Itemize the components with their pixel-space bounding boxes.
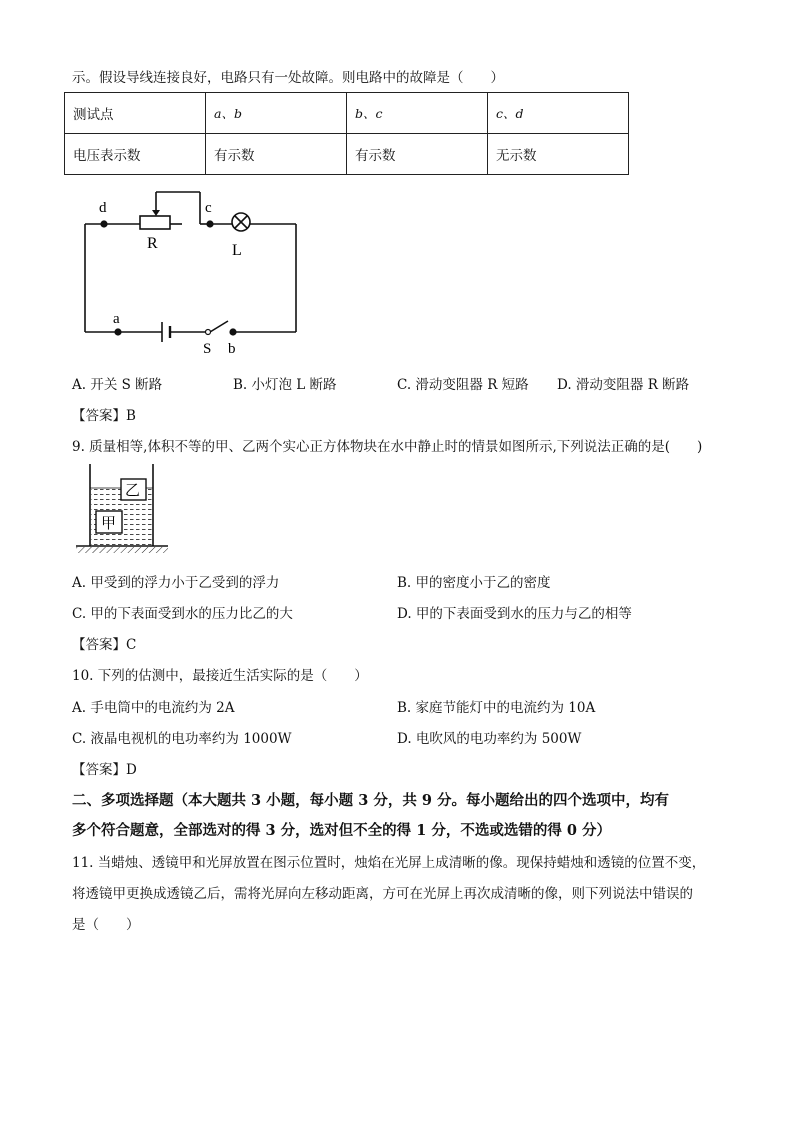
slider-arrow-icon (152, 210, 160, 216)
q8-option-a: A. 开关 S 断路 (72, 377, 163, 393)
table-cell: 无示数 (488, 134, 629, 175)
terminal-b (229, 328, 236, 335)
q9-answer: 【答案】C (72, 637, 137, 653)
q9-option-c: C. 甲的下表面受到水的压力比乙的大 (72, 606, 293, 622)
q9-option-a: A. 甲受到的浮力小于乙受到的浮力 (72, 575, 280, 591)
label-s: S (203, 341, 212, 357)
label-a: a (113, 311, 120, 327)
q8-option-d: D. 滑动变阻器 R 断路 (557, 377, 690, 393)
switch-pivot (206, 330, 211, 335)
table-row (65, 93, 629, 134)
q10-option-d: D. 电吹风的电功率约为 500W (397, 731, 582, 747)
table-cell: a、b (206, 93, 347, 134)
q10-stem: 10. 下列的估测中，最接近生活实际的是（ ） (72, 668, 368, 684)
table-cell: 有示数 (347, 134, 488, 175)
intro-line: 示。假设导线连接良好，电路只有一处故障。则电路中的故障是（ ） (72, 70, 504, 86)
q10-answer: 【答案】D (72, 762, 137, 778)
q9-option-b: B. 甲的密度小于乙的密度 (397, 575, 551, 591)
q10-option-b: B. 家庭节能灯中的电流约为 10A (397, 700, 596, 716)
label-d: d (99, 200, 107, 216)
q11-line2: 将透镜甲更换成透镜乙后，需将光屏向左移动距离，方可在光屏上再次成清晰的像，则下列说法中错误的 (72, 886, 693, 902)
q11-line3: 是（ ） (72, 917, 140, 933)
q11-line1: 11. 当蜡烛、透镜甲和光屏放置在图示位置时，烛焰在光屏上成清晰的像。现保持蜡烛和透镜的位置不变， (72, 855, 706, 871)
table-cell: 有示数 (206, 134, 347, 175)
q9-option-d: D. 甲的下表面受到水的压力与乙的相等 (397, 606, 632, 622)
buoyancy-figure (70, 462, 180, 557)
block-yi-label: 乙 (125, 483, 141, 499)
terminal-c (206, 220, 213, 227)
q10-option-a: A. 手电筒中的电流约为 2A (72, 700, 235, 716)
block-jia-label: 甲 (101, 516, 117, 532)
q9-stem: 9. 质量相等,体积不等的甲、乙两个实心正方体物块在水中静止时的情景如图所示,下列说法正确的是( ) (72, 439, 703, 455)
terminal-d (100, 220, 107, 227)
section-heading-line1: 二、多项选择题（本大题共 3 小题，每小题 3 分，共 9 分。每小题给出的四个选项中，均有 (72, 792, 670, 809)
circuit-diagram (0, 180, 340, 360)
label-c: c (205, 200, 212, 216)
table-cell: 测试点 (65, 93, 206, 134)
test-point-table (64, 92, 629, 175)
label-l: L (232, 242, 242, 259)
q8-option-c: C. 滑动变阻器 R 短路 (397, 377, 529, 393)
table-cell: b、c (347, 93, 488, 134)
table-cell: c、d (488, 93, 629, 134)
table-cell: 电压表示数 (65, 134, 206, 175)
q8-option-b: B. 小灯泡 L 断路 (233, 377, 337, 393)
label-b: b (228, 341, 236, 357)
q8-answer: 【答案】B (72, 408, 136, 424)
q10-option-c: C. 液晶电视机的电功率约为 1000W (72, 731, 292, 747)
table-row (65, 134, 629, 175)
terminal-a (114, 328, 121, 335)
section-heading-line2: 多个符合题意，全部选对的得 3 分，选对但不全的得 1 分，不选或选错的得 0 分） (72, 822, 612, 839)
label-r: R (147, 235, 158, 252)
